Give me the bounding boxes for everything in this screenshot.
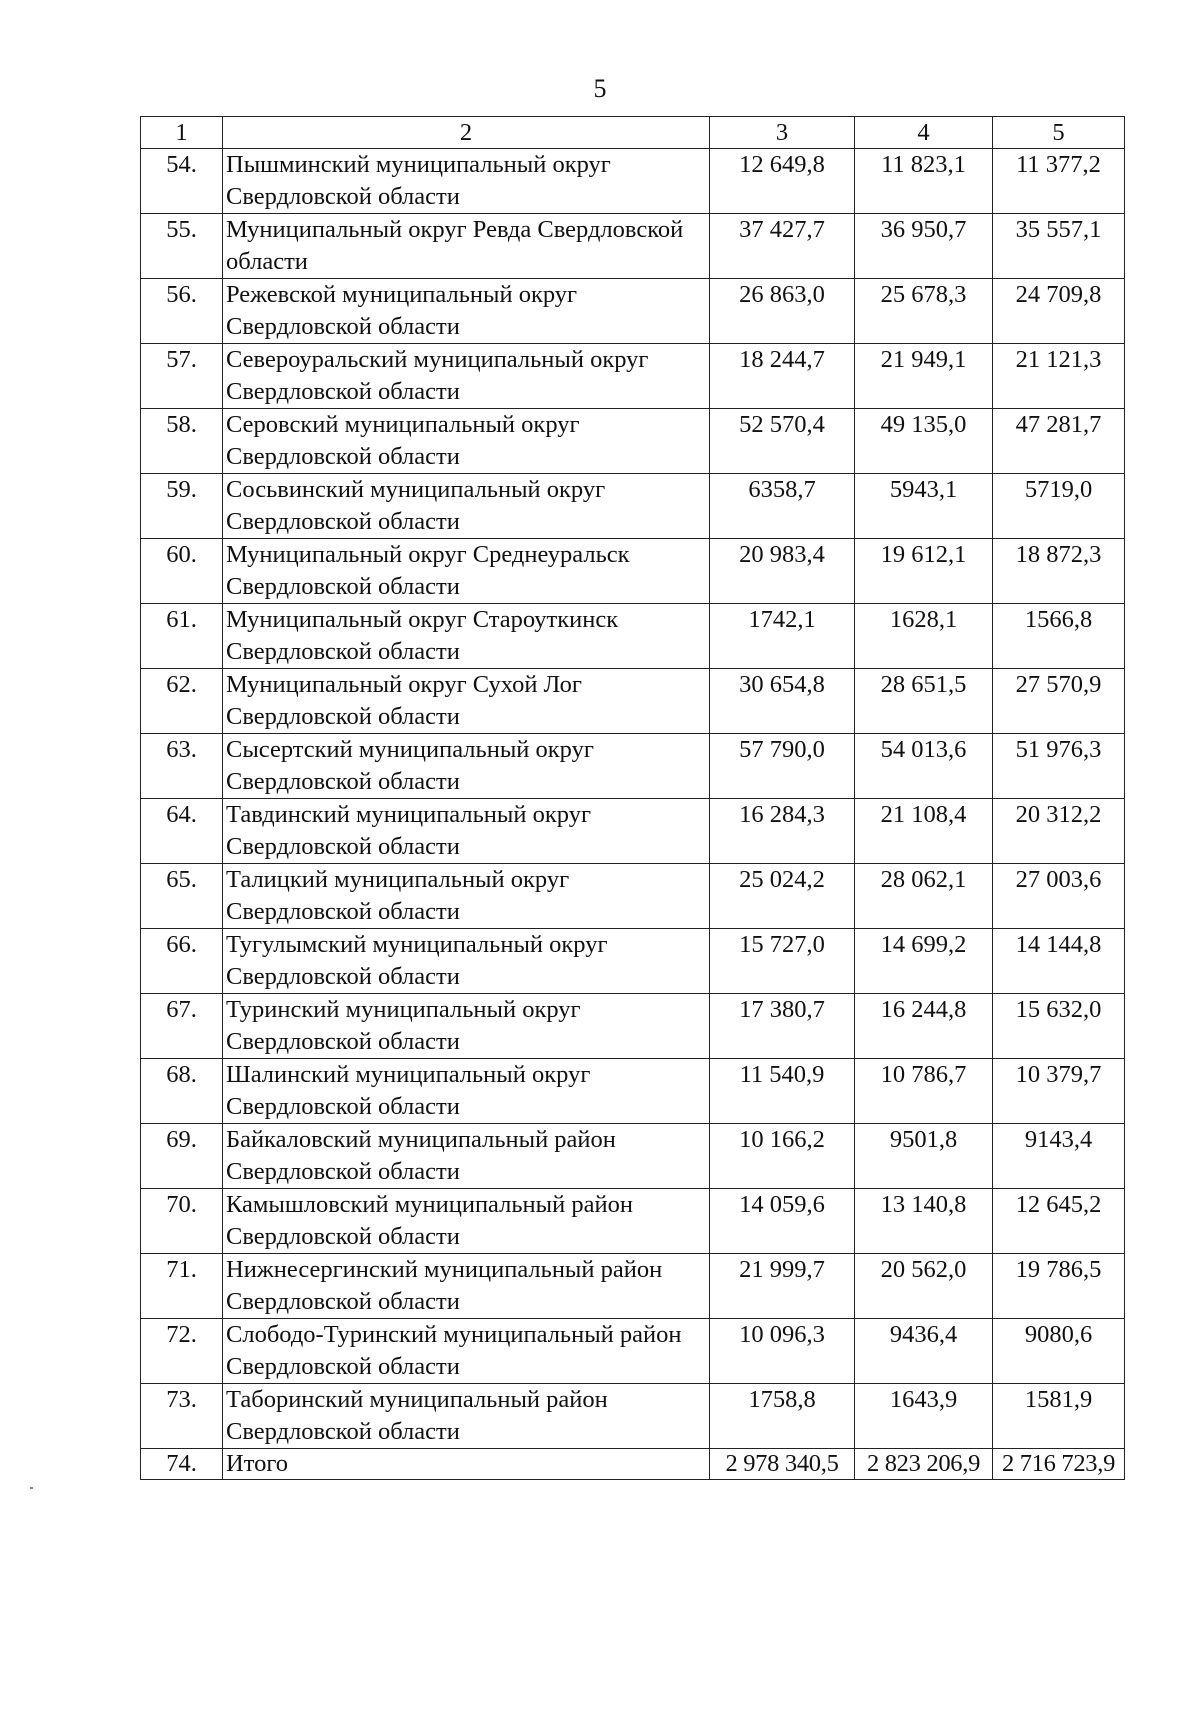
value-col-4: 9436,4 [855, 1319, 993, 1384]
value-col-4: 1628,1 [855, 604, 993, 669]
row-number: 66. [141, 929, 223, 994]
value-col-4: 21 108,4 [855, 799, 993, 864]
row-number: 58. [141, 409, 223, 474]
value-col-5: 9143,4 [993, 1124, 1125, 1189]
value-col-4: 25 678,3 [855, 279, 993, 344]
municipality-name: Сысертский муниципальный округ Свердловской области [223, 734, 710, 799]
value-col-3: 1742,1 [710, 604, 855, 669]
value-col-5: 1581,9 [993, 1384, 1125, 1449]
value-col-3: 14 059,6 [710, 1189, 855, 1254]
municipality-name: Пышминский муниципальный округ Свердловской области [223, 149, 710, 214]
value-col-3: 1758,8 [710, 1384, 855, 1449]
table-row [141, 214, 1125, 279]
data-table [140, 116, 1125, 1480]
table-row [141, 474, 1125, 539]
row-number: 63. [141, 734, 223, 799]
municipality-name: Байкаловский муниципальный район Свердловской области [223, 1124, 710, 1189]
table-row [141, 864, 1125, 929]
table-row [141, 604, 1125, 669]
value-col-5: 47 281,7 [993, 409, 1125, 474]
scan-speck [30, 1487, 33, 1489]
table-row [141, 734, 1125, 799]
row-number: 56. [141, 279, 223, 344]
value-col-3: 15 727,0 [710, 929, 855, 994]
column-header-3: 3 [710, 117, 855, 149]
value-col-5: 1566,8 [993, 604, 1125, 669]
table-row [141, 539, 1125, 604]
table-row [141, 1319, 1125, 1384]
value-col-4: 20 562,0 [855, 1254, 993, 1319]
row-number: 67. [141, 994, 223, 1059]
column-header-1: 1 [141, 117, 223, 149]
municipality-name: Муниципальный округ Староуткинск Свердловской области [223, 604, 710, 669]
value-col-3: 37 427,7 [710, 214, 855, 279]
value-col-4: 10 786,7 [855, 1059, 993, 1124]
total-value-col-3: 2 978 340,5 [710, 1449, 855, 1480]
value-col-5: 15 632,0 [993, 994, 1125, 1059]
row-number: 62. [141, 669, 223, 734]
table-row [141, 929, 1125, 994]
column-header-4: 4 [855, 117, 993, 149]
table-row [141, 669, 1125, 734]
value-col-3: 11 540,9 [710, 1059, 855, 1124]
value-col-3: 18 244,7 [710, 344, 855, 409]
value-col-3: 52 570,4 [710, 409, 855, 474]
value-col-5: 20 312,2 [993, 799, 1125, 864]
row-number: 73. [141, 1384, 223, 1449]
value-col-4: 11 823,1 [855, 149, 993, 214]
value-col-3: 10 166,2 [710, 1124, 855, 1189]
table-row [141, 1254, 1125, 1319]
value-col-4: 49 135,0 [855, 409, 993, 474]
row-number: 68. [141, 1059, 223, 1124]
table-row [141, 149, 1125, 214]
value-col-4: 5943,1 [855, 474, 993, 539]
row-number: 54. [141, 149, 223, 214]
total-row [141, 1449, 1125, 1480]
column-header-5: 5 [993, 117, 1125, 149]
value-col-5: 19 786,5 [993, 1254, 1125, 1319]
value-col-5: 14 144,8 [993, 929, 1125, 994]
value-col-4: 16 244,8 [855, 994, 993, 1059]
row-number: 57. [141, 344, 223, 409]
table-row [141, 1189, 1125, 1254]
value-col-4: 19 612,1 [855, 539, 993, 604]
value-col-3: 26 863,0 [710, 279, 855, 344]
municipality-name: Таборинский муниципальный район Свердловской области [223, 1384, 710, 1449]
column-header-2: 2 [223, 117, 710, 149]
value-col-5: 9080,6 [993, 1319, 1125, 1384]
municipality-name: Нижнесергинский муниципальный район Свердловской области [223, 1254, 710, 1319]
municipality-name: Режевской муниципальный округ Свердловской области [223, 279, 710, 344]
municipality-name: Шалинский муниципальный округ Свердловской области [223, 1059, 710, 1124]
municipality-name: Североуральский муниципальный округ Свердловской области [223, 344, 710, 409]
value-col-3: 30 654,8 [710, 669, 855, 734]
row-number: 55. [141, 214, 223, 279]
row-number: 69. [141, 1124, 223, 1189]
row-number: 59. [141, 474, 223, 539]
value-col-4: 28 651,5 [855, 669, 993, 734]
value-col-5: 21 121,3 [993, 344, 1125, 409]
value-col-3: 6358,7 [710, 474, 855, 539]
table-row [141, 409, 1125, 474]
value-col-4: 54 013,6 [855, 734, 993, 799]
value-col-4: 14 699,2 [855, 929, 993, 994]
municipality-name: Сосьвинский муниципальный округ Свердловской области [223, 474, 710, 539]
table-row [141, 1124, 1125, 1189]
municipality-name: Серовский муниципальный округ Свердловской области [223, 409, 710, 474]
municipality-name: Талицкий муниципальный округ Свердловской области [223, 864, 710, 929]
table-row [141, 1059, 1125, 1124]
value-col-5: 27 570,9 [993, 669, 1125, 734]
table-row [141, 279, 1125, 344]
municipality-name: Муниципальный округ Сухой Лог Свердловской области [223, 669, 710, 734]
row-number: 61. [141, 604, 223, 669]
row-number: 72. [141, 1319, 223, 1384]
value-col-3: 12 649,8 [710, 149, 855, 214]
total-value-col-5: 2 716 723,9 [993, 1449, 1125, 1480]
municipality-name: Камышловский муниципальный район Свердловской области [223, 1189, 710, 1254]
municipality-name: Муниципальный округ Среднеуральск Свердловской области [223, 539, 710, 604]
value-col-3: 21 999,7 [710, 1254, 855, 1319]
row-number: 64. [141, 799, 223, 864]
value-col-3: 20 983,4 [710, 539, 855, 604]
municipality-name: Слободо-Туринский муниципальный район Свердловской области [223, 1319, 710, 1384]
value-col-4: 28 062,1 [855, 864, 993, 929]
value-col-3: 17 380,7 [710, 994, 855, 1059]
value-col-5: 51 976,3 [993, 734, 1125, 799]
value-col-4: 13 140,8 [855, 1189, 993, 1254]
value-col-4: 9501,8 [855, 1124, 993, 1189]
row-number: 65. [141, 864, 223, 929]
value-col-3: 16 284,3 [710, 799, 855, 864]
value-col-5: 24 709,8 [993, 279, 1125, 344]
row-number: 74. [141, 1449, 223, 1480]
row-number: 60. [141, 539, 223, 604]
value-col-5: 35 557,1 [993, 214, 1125, 279]
table-row [141, 1384, 1125, 1449]
value-col-5: 10 379,7 [993, 1059, 1125, 1124]
value-col-5: 27 003,6 [993, 864, 1125, 929]
value-col-4: 36 950,7 [855, 214, 993, 279]
row-number: 71. [141, 1254, 223, 1319]
table-body [141, 149, 1125, 1480]
table-row [141, 994, 1125, 1059]
header-row [141, 117, 1125, 149]
value-col-5: 18 872,3 [993, 539, 1125, 604]
value-col-5: 12 645,2 [993, 1189, 1125, 1254]
total-value-col-4: 2 823 206,9 [855, 1449, 993, 1480]
value-col-5: 5719,0 [993, 474, 1125, 539]
municipality-name: Туринский муниципальный округ Свердловской области [223, 994, 710, 1059]
value-col-5: 11 377,2 [993, 149, 1125, 214]
table-row [141, 344, 1125, 409]
value-col-4: 21 949,1 [855, 344, 993, 409]
table-row [141, 799, 1125, 864]
value-col-3: 57 790,0 [710, 734, 855, 799]
value-col-3: 10 096,3 [710, 1319, 855, 1384]
total-label: Итого [223, 1449, 710, 1480]
page-number: 5 [593, 74, 607, 103]
municipality-name: Тавдинский муниципальный округ Свердловской области [223, 799, 710, 864]
value-col-3: 25 024,2 [710, 864, 855, 929]
value-col-4: 1643,9 [855, 1384, 993, 1449]
municipality-name: Тугулымский муниципальный округ Свердловской области [223, 929, 710, 994]
municipality-name: Муниципальный округ Ревда Свердловской области [223, 214, 710, 279]
row-number: 70. [141, 1189, 223, 1254]
